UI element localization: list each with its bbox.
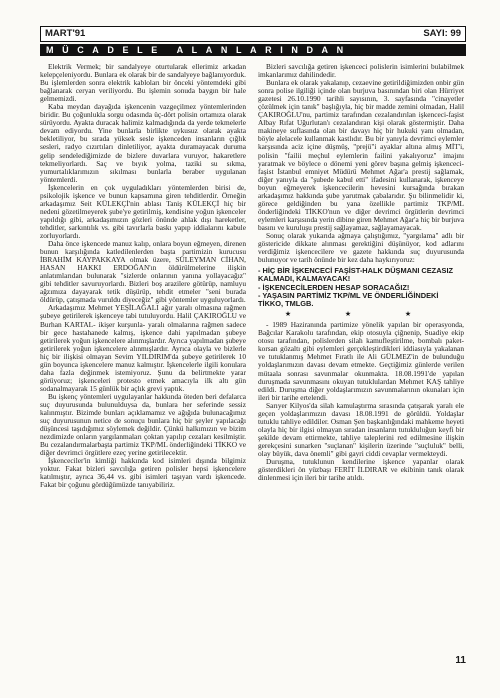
paragraph: Elektrik Vermek; bir sandalyeye oturtularak ellerimiz arkadan kelepçeleniyordu. Bunlara ek olarak bir de sandalyeye bağlanıyorduk. Bu işlemlerden sonra elektrik kabloları bir önceki yöntemdeki gibi bağlanarak ceryan veriliyordu. Bu işlemin sonuda baygın bir hale gelmemizdi. bbox=[40, 62, 246, 104]
issue-date: MART'91 bbox=[45, 28, 86, 39]
star-divider: ★ ★ ★ bbox=[284, 310, 438, 319]
slogan: - İŞKENCECİLERDEN HESAP SORACAĞIZ! bbox=[258, 282, 410, 292]
paragraph: Bizleri savcılığa getiren işkenceci polislerin isimlerini bulabilmek imkanlarımız dahilindedir. bbox=[258, 62, 464, 80]
page-number: 11 bbox=[455, 655, 466, 666]
issue-number: SAYI: 99 bbox=[423, 28, 461, 39]
paragraph: Arkadaşımız Mehmet YEŞİLAĞALI ağır yaralı olmasına rağmen şubeye getirilerek işkenceye tabi tutuluyordu. Halil ÇAKIROĞLU ve Burhan KARTAL- ikişer kurşunla- yaralı olmalarına rağmen sadece bir gece hastahanede kalmış, işkence dahi yapılmadan şubeye getirilerek yoğun işkencelere alınmışlardır. Ayrıca yapılmadan şubeye getirilerek yoğun işkencelere alınmışlardır. Ayrıca olayla ve bizlerle hiç bir ilişkisi olmayan Sevim YILDIRIM'da şubeye getirilerek 10 gün boyunca işkencelere manuz kalmıştır. İşkencelerle ilgili konulara daha fazla değinmek istemiyoruz. Şunu da belirtmekte yarar görüyoruz; işkenceleri protesto etmek amacıyla ilk altı gün sodanalmayarak 15 günlük bir açlık grevi yaptık. bbox=[40, 303, 246, 393]
paragraph: Kaba meydan dayağıda işkencenin vazgeçilmez yöntemlerinden biridir. Bu çoğunlukla sorgu odasında üç-dört polisin ortamıza olarak sürüyordu. Ayakta duracak halimiz kalmadığında da yerde tekmelerle devam ediyordu. Yine bunlarla birlikte uykusuz olarak ayakta bekletiliyor, bu sırada yüksek sesle işkenceden insanların çığlık sesleri, radyo cızırtıları dinletiliyor, ayakta duramayacak duruma gelip sendelediğimizde de bizlere duvarlara vuruyor, hakaretlere tekmeliyorlardı. Saç ve bıyık yolma, taziki su sıkma, yumurtalıklarımızın sıkılması bunlarla beraber uygulanan yöntemlerdi. bbox=[40, 102, 246, 184]
right-column bbox=[258, 63, 464, 482]
paragraph: İşkenceciler'in kimliği hakkında kod isimleri dışında bilgimiz yoktur. Fakat bizleri savcılığa getiren polisler hepsi işkencelere katılmıştır, ayrıca 36,44 vs. gibi isimleri taşıyan vardı işkencede. Fakat bir çoğunu gördüğümüzde tanıyabiliriz. bbox=[40, 456, 246, 490]
paragraph: Sarıyer Kilyos'da silah kamulaştırma sırasında çatışarak yaralı ele geçen yoldaşlarımızın davası 18.08.1991 de görüldü. Yoldaşlar tutuklu tahliye edildiler. Osman Şen başkanlığındaki mahkeme heyeti olayla hiç bir ilgisi olmayan sıradan insanların tutukluluğun keyfi bir şekilde devam ettirmekte, tahliye taleplerini red edilmesine ilişkin gerekçesini sunarken "suçlanan" kişilerin üzerinde "suçluluk" belli, olay büyük, dava önemli" gibi gayri ciddi cevaplar vermekteydi. bbox=[258, 400, 464, 458]
left-column bbox=[40, 63, 246, 489]
paragraph: Bu işkenç yöntemleri uygulayanlar hakkında öteden beri defalarca suç duyurusunda bulunulduysa da, bunlara her seferinde sessiz kalınmıştır. Bizimde bunları açıklamamız ve ağığıda bulunacağımız suç duyurusunun netice de sonuçu bunlara hiç bir şeyler yapılacağı düşüncesi taşıdığımız söylemek değildir. Çünkü halkımızın ve bizim nezdimizde onların yargılanmaları çoktan yapılıp cezaları kesilmiştir. Bu cezalandırmalarbaşta partimiz TKP/ML önderliğindeki TİKKO ve diğer devrimci örgütlere ezeç yerine getirilecektir. bbox=[40, 391, 246, 458]
paragraph: Bunlara ek olarak yakalanıp, cezaevine getirildiğimizden onbir gün sonra polise ilgiliği içinde olan burjuva basınından biri olan Hürriyet gazetesi 26.10.1990 tarihli sayısının, 3. sayfasında "cinayetler çözülmek için tanık" başlığıyla, hiç bir madde zemini olmadan, Halil ÇAKIROĞLU'nu, partimiz tarafından cezalandırılan işkenceci-faşist Albay Rıfat Uğurlutan'ı cezalandıran kişi olarak göstermiştir. Daha makineye suflasında olan bir davayı hiç bir hukuki yanı olmadan, böyle alelacele kullanmak kastlıdır. Bu bir yanıyla devrimci eylemler karşısında aciz içine düşmüş, "prejü"i ayaklar altına almış MİT'i, polisin "failii meçhul eylemlerin failini yakalıyoruz" imajını yaratmak ve böylece o dönemi yeni görev başına gelmiş işkenceci-faşist İstanbul emniyet Müdürü Mehmet Ağar'a prestij sağlamak, diğer yanıyla da "şubede kabul etti" ifadesini kullanarak, işkenceye boyun eğmeyerek işkencecilerin hevesini kursağında bırakan arkadaşımız hakkında şube yarutmak çabalarıdır. Şu bilinmelidir ki, görece geldiğinden bu yana özellikle partimiz TKP/ML önderliğindeki TİKKO'nun ve diğer devrimci örgütlerin devrimci eylemleri karşısında yerin dibine giren Mehmet Ağar'a hiç bir burjuva basını ve kuruluşu prestij sağlayamaz, sağlayamayacak. bbox=[258, 78, 464, 232]
page-header bbox=[40, 26, 466, 42]
slogans bbox=[258, 267, 464, 308]
paragraph: - 1989 Haziranında partimize yönelik yapılan bir operasyonda, Bağcılar Karakolu tarafından, ekip otosuyla çiğnenip, Suadiye ekip otosu tarafından, polislerden silah kamufleştirilme, bombalı paket-korsan gözaltı gibi eylemleri gerçekleştirdikleri iddiasıyla yakalanan ve tutuklanmış Mehmet Fıratlı ile Ali GÜLMEZ'in de bulunduğu yoldaşlarımızın davası devam etmekte. Geçtiğimiz günlerde verilen mütaala sonrası savunmalar okunmakta. 18.08.1991'de yapılan duruşmada savunmasını okuyan tutuklulardan Mehmet KAŞ tahliye edildi. Duruşma diğer yoldaşlarımızın savunmalarının okunaları için ileri bir tarihe ertelendi. bbox=[258, 320, 464, 402]
paragraph: İşkencelerin en çok uyguladıkları yöntemlerden birisi de, psikolojik işkence ve bunun kapsamına giren tehditlerdir. Örneğin arkadaşımız Seit KÜLEKÇİ'nin ablası Taniş KÜLEKÇİ hiç bir nedeni gözetilmeyerek şube'ye getirilmiş, kendisine yoğun işkenceler yapıldığı gibi, arkadaşımızın gözleri önünde ahlak dışı hareketler, tehditler, sarkıntılık vs. gibi tavırlarla baskı yapıp iddialarını kabule zorluyorlardı. bbox=[40, 182, 246, 240]
slogan: - HİÇ BİR İŞKENCECİ FAŞİST-HALK DÜŞMANI CEZASIZ KALMADI, KALMAYACAK! bbox=[258, 266, 454, 284]
paragraph: Daha önce işkencede manuz kalıp, onlara boyun eğmeyen, direnen bunun karşılığında katledilenlerden başta partimizin kurucusu İBRAHİM KAYPAKKAYA olmak üzere, SÜLEYMAN CİHAN, HASAN HAKKI ERDOĞAN'ın öldürülmelerine ilişkin anlatımlarıdan bulunarak "sizlerde onlarının yanına yollayacağız" gibi tehditler savuruyorlardı. Bizleri boş arazilere götürüp, namluyu ağzımıza dayayarak tetik düşürüp, tehdit etmeler "seni burada öldürüp, çatışmada vuruldu diyeceğiz" gibi yöntemler uyguluyorlardı. bbox=[40, 239, 246, 305]
slogan: - YAŞASIN PARTİMİZ TKP/ML VE ÖNDERLİĞİNDEKİ TİKKO, TMLGB. bbox=[258, 290, 439, 308]
section-banner: MÜCADELE ALANLARINDAN bbox=[40, 44, 466, 56]
paragraph: Sonuç olarak yukarıda ağmaya çalıştığımız, "yargılama" adlı bir göstericide dikkate alınması gerektiğini düşünüyor, kod adlarını verdiğimiz işkencecilere ve gazete hakkında suç duyurusunda bulunuyor ve tarih önünde bir kez daha haykırıyoruz: bbox=[258, 230, 464, 265]
paragraph: Duruşma, tutuklunun kendilerine işkence yapanlar olarak gösterdikleri ön yüzbaşı FERİT İLDIRAR ve ekibinin tanık olarak dinlenmesi için ileri bir tarihe atıldı. bbox=[258, 457, 464, 483]
